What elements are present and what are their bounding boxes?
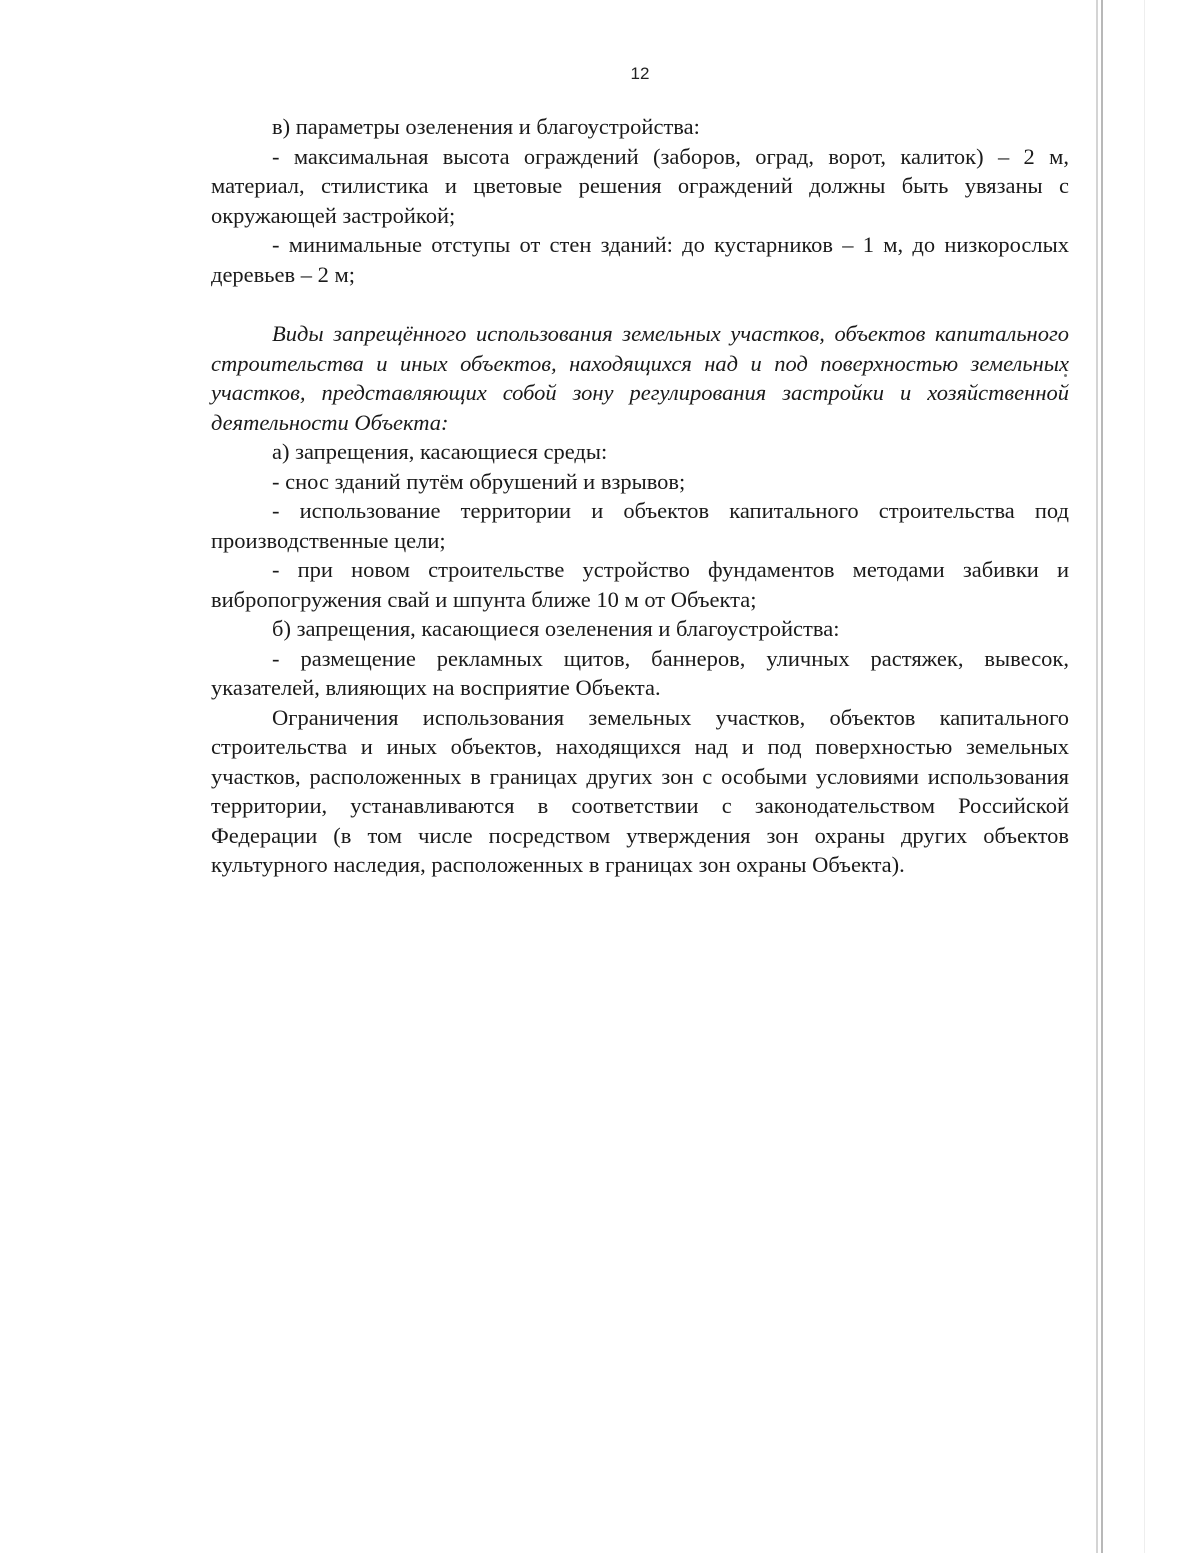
list-item-advertising: - размещение рекламных щитов, баннеров, уличных растяжек, вывесок, указателей, влияющих на восприятие Объекта. [211, 645, 1069, 700]
list-item-setbacks: - минимальные отступы от стен зданий: до кустарников – 1 м, до низкорослых деревьев – 2 м; [211, 232, 1069, 287]
list-item-demolition: - снос зданий путём обрушений и взрывов; [272, 468, 686, 494]
list-item-fence-height: - максимальная высота ограждений (заборов, оград, ворот, калиток) – 2 м, материал, стилистика и цветовые решения ограждений должны быть увязаны с окружающей застройкой; [211, 143, 1069, 228]
page-number: 12 [630, 64, 650, 83]
list-item-industrial-use: - использование территории и объектов капитального строительства под производственные цели; [211, 498, 1069, 553]
subsection-landscaping-prohibitions: б) запрещения, касающиеся озеленения и благоустройства: [272, 616, 840, 641]
subsection-environment: а) запрещения, касающиеся среды: [272, 439, 608, 464]
document-body [211, 112, 1069, 880]
paragraph-restrictions: Ограничения использования земельных участков, объектов капитального строительства и иных объектов, находящихся над и под поверхностью земельных участков, расположенных в границах других зон с особыми условиями использования территории, устанавливаются в соответствии с законодательством Российской Федерации (в том числе посредством утверждения зон охраны других объектов культурного наследия, расположенных в границах зон охраны Объекта). [211, 704, 1069, 877]
scan-edge-line [1096, 0, 1098, 1553]
list-item-foundations: - при новом строительстве устройство фундаментов методами забивки и вибропогружения свай и шпунта ближе 10 м от Объекта; [211, 557, 1069, 612]
section-title-prohibited-uses: Виды запрещённого использования земельных участков, объектов капитального строительства и иных объектов, находящихся над и под поверхностью земельных участков, представляющих собой зону регулирования застройки и хозяйственной деятельности Объекта: [211, 321, 1069, 435]
scan-edge-line [1101, 0, 1103, 1553]
scan-edge-line [1144, 0, 1145, 1553]
section-heading-landscaping: в) параметры озеленения и благоустройства: [272, 114, 700, 139]
